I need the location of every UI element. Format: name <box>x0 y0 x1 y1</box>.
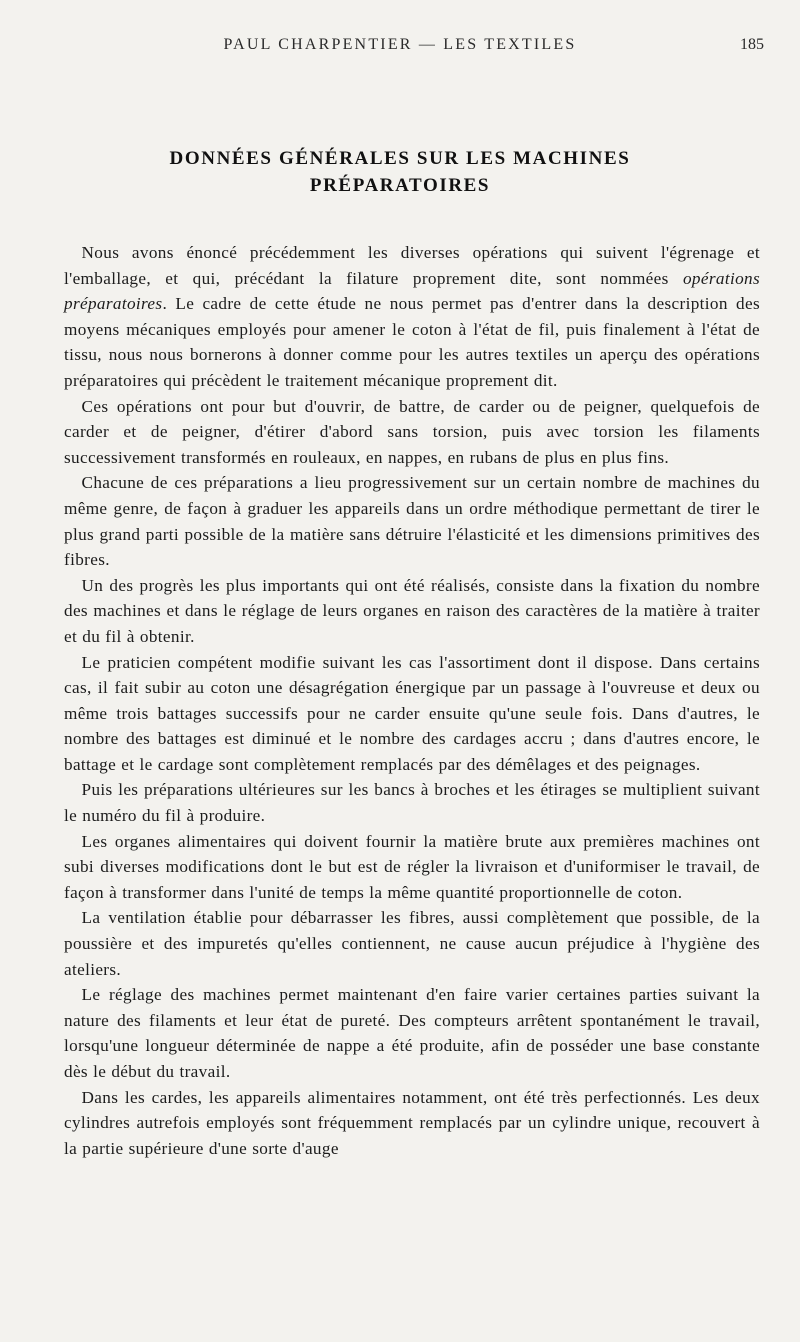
paragraph-text: Les organes alimentaires qui doivent fournir la matière brute aux premières machines ont subi diverses modifications dont le but est de régler la livraison et d'uniformiser le travail, de façon à transformer dans l'unité de temps la même quantité proportionnelle de coton. <box>64 831 760 902</box>
chapter-title-line-2: PRÉPARATOIRES <box>309 175 491 196</box>
paragraph-text: Puis les préparations ultérieures sur les bancs à broches et les étirages se multiplient suivant le numéro du fil à produire. <box>64 780 760 826</box>
paragraph-7 <box>64 829 760 906</box>
page-number: 185 <box>740 36 764 53</box>
paragraph-1-start: Nous avons énoncé précédemment les diverses opérations qui suivent l'égrenage et l'emballage, et qui, précédant la filature proprement dite, sont nommées <box>64 243 760 288</box>
paragraph-text: Chacune de ces préparations a lieu progressivement sur un certain nombre de machines du même genre, de façon à graduer les appareils dans un ordre méthodique permettant de tirer le plus grand parti possible de la matière sans détruire l'élasticité et les dimensions primitives des fibres. <box>64 473 760 570</box>
paragraph-6 <box>64 777 760 828</box>
paragraph-1 <box>64 240 760 394</box>
chapter-title-line-1: DONNÉES GÉNÉRALES SUR LES MACHINES <box>169 148 631 169</box>
paragraph-text: Ces opérations ont pour but d'ouvrir, de battre, de carder ou de peigner, quelquefois de carder et de peigner, d'étirer d'abord sans torsion, puis avec torsion les filaments successivement transformés en rouleaux, en nappes, en rubans de plus en plus fins. <box>64 396 760 467</box>
paragraph-1-end: . Le cadre de cette étude ne nous permet pas d'entrer dans la description des moyens mécaniques employés pour amener le coton à l'état de fil, puis finalement à l'état de tissu, nous nous bornerons à donner comme pour les autres textiles un aperçu des opérations préparatoires qui précèdent le traitement mécanique proprement dit. <box>64 294 760 390</box>
paragraph-text: La ventilation établie pour débarrasser les fibres, aussi complètement que possible, de la poussière et des impuretés qu'elles contiennent, ne cause aucun préjudice à l'hygiène des ateliers. <box>64 908 760 979</box>
paragraph-4 <box>64 573 760 650</box>
paragraph-text: Le réglage des machines permet maintenant d'en faire varier certaines parties suivant la nature des filaments et leur état de pureté. Des compteurs arrêtent spontanément le travail, lorsqu'une longueur déterminée de nappe a été produite, afin de posséder une base constante dès le début du travail. <box>64 985 760 1081</box>
paragraph-9 <box>64 982 760 1084</box>
paragraph-text: Le praticien compétent modifie suivant les cas l'assortiment dont il dispose. Dans certains cas, il fait subir au coton une désagrégation énergique par un passage à l'ouvreuse et deux ou même trois battages successifs pour ne carder ensuite qu'une seule fois. Dans d'autres, le nombre des battages est diminué et le nombre des cardages accru ; dans d'autres encore, le battage et le cardage sont complètement remplacés par des démêlages et des peignages. <box>64 652 760 774</box>
paragraph-8 <box>64 905 760 982</box>
paragraph-10 <box>64 1085 760 1162</box>
italic-term: opérations préparatoires <box>64 268 760 314</box>
paragraph-5 <box>64 650 760 778</box>
paragraph-text: Un des progrès les plus importants qui ont été réalisés, consiste dans la fixation du nombre des machines et dans le réglage de leurs organes en raison des caractères de la matière à traiter et du fil à obtenir. <box>64 575 760 646</box>
paragraph-3 <box>64 470 760 572</box>
running-title: PAUL CHARPENTIER — LES TEXTILES <box>223 36 577 53</box>
running-header <box>0 36 800 60</box>
paragraph-text: Dans les cardes, les appareils alimentaires notamment, ont été très perfectionnés. Les deux cylindres autrefois employés sont fréquemment remplacés par un cylindre unique, recouvert à la partie supérieure d'une sorte d'auge <box>64 1087 760 1158</box>
chapter-title <box>60 145 740 199</box>
paragraph-2 <box>64 394 760 471</box>
body-text <box>64 240 760 1161</box>
